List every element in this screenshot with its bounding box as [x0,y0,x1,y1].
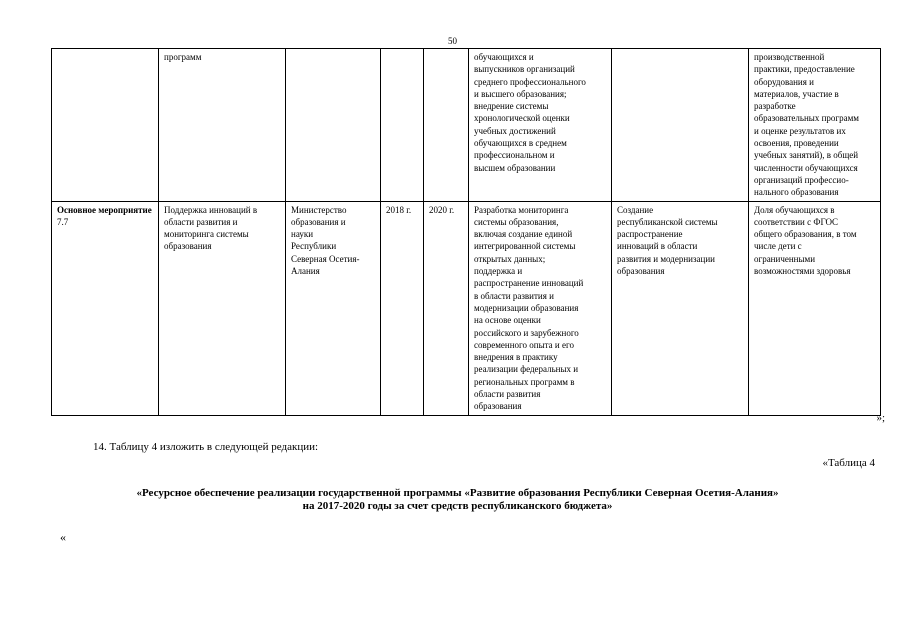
executor-cell: Министерство образования и науки Республики Северная Осетия- Алания [286,201,381,415]
measure-label: Основное мероприятие [57,204,152,215]
item-14-text: 14. Таблицу 4 изложить в следующей редакции: [93,441,319,453]
program-measures-table [51,48,881,416]
table-cell [612,49,749,202]
table-label: «Таблица 4 [822,457,875,469]
start-year: 2018 г. [381,201,424,415]
open-quote: « [60,530,66,544]
table-cell [381,49,424,202]
table-cell [424,49,469,202]
table-cell [52,49,159,202]
closing-quote: »; [876,412,885,424]
section-heading [40,487,875,513]
result-cell: Создание республиканской системы распространение инноваций в области развития и модернизации образования [612,201,749,415]
table-row [52,49,881,202]
table-cell: производственной практики, предоставление оборудования и материалов, участие в разработке образовательных программ и оценке результатов их освоения, проведении учебных занятий), в общей численности обучающихся организаций профессио- нального образования [749,49,881,202]
page-number: 50 [448,36,457,46]
measure-name: Поддержка инноваций в области развития и мониторинга системы образования [159,201,286,415]
table-row [52,201,881,415]
indicator-cell: Доля обучающихся в соответствии с ФГОС общего образования, в том числе дети с ограниченными возможностями здоровья [749,201,881,415]
measure-cell [52,201,159,415]
table-cell: программ [159,49,286,202]
end-year: 2020 г. [424,201,469,415]
heading-line-2: на 2017-2020 годы за счет средств республиканского бюджета» [302,500,613,512]
description-cell: Разработка мониторинга системы образования, включая создание единой интегрированной системы открытых данных; поддержка и распространение инноваций в области развития и модернизации образования на основе оценки российского и зарубежного современного опыта и его внедрения в практику реализации федеральных и региональных программ в области развития образования [469,201,612,415]
measure-number: 7.7 [57,216,69,227]
table-cell [286,49,381,202]
table-cell: обучающихся и выпускников организаций среднего профессионального и высшего образования; внедрение системы хронологической оценки учебных достижений обучающихся в среднем профессиональном и высшем образовании [469,49,612,202]
heading-line-1: «Ресурсное обеспечение реализации государственной программы «Развитие образования Республики Северная Осетия-Алания» [136,487,779,499]
